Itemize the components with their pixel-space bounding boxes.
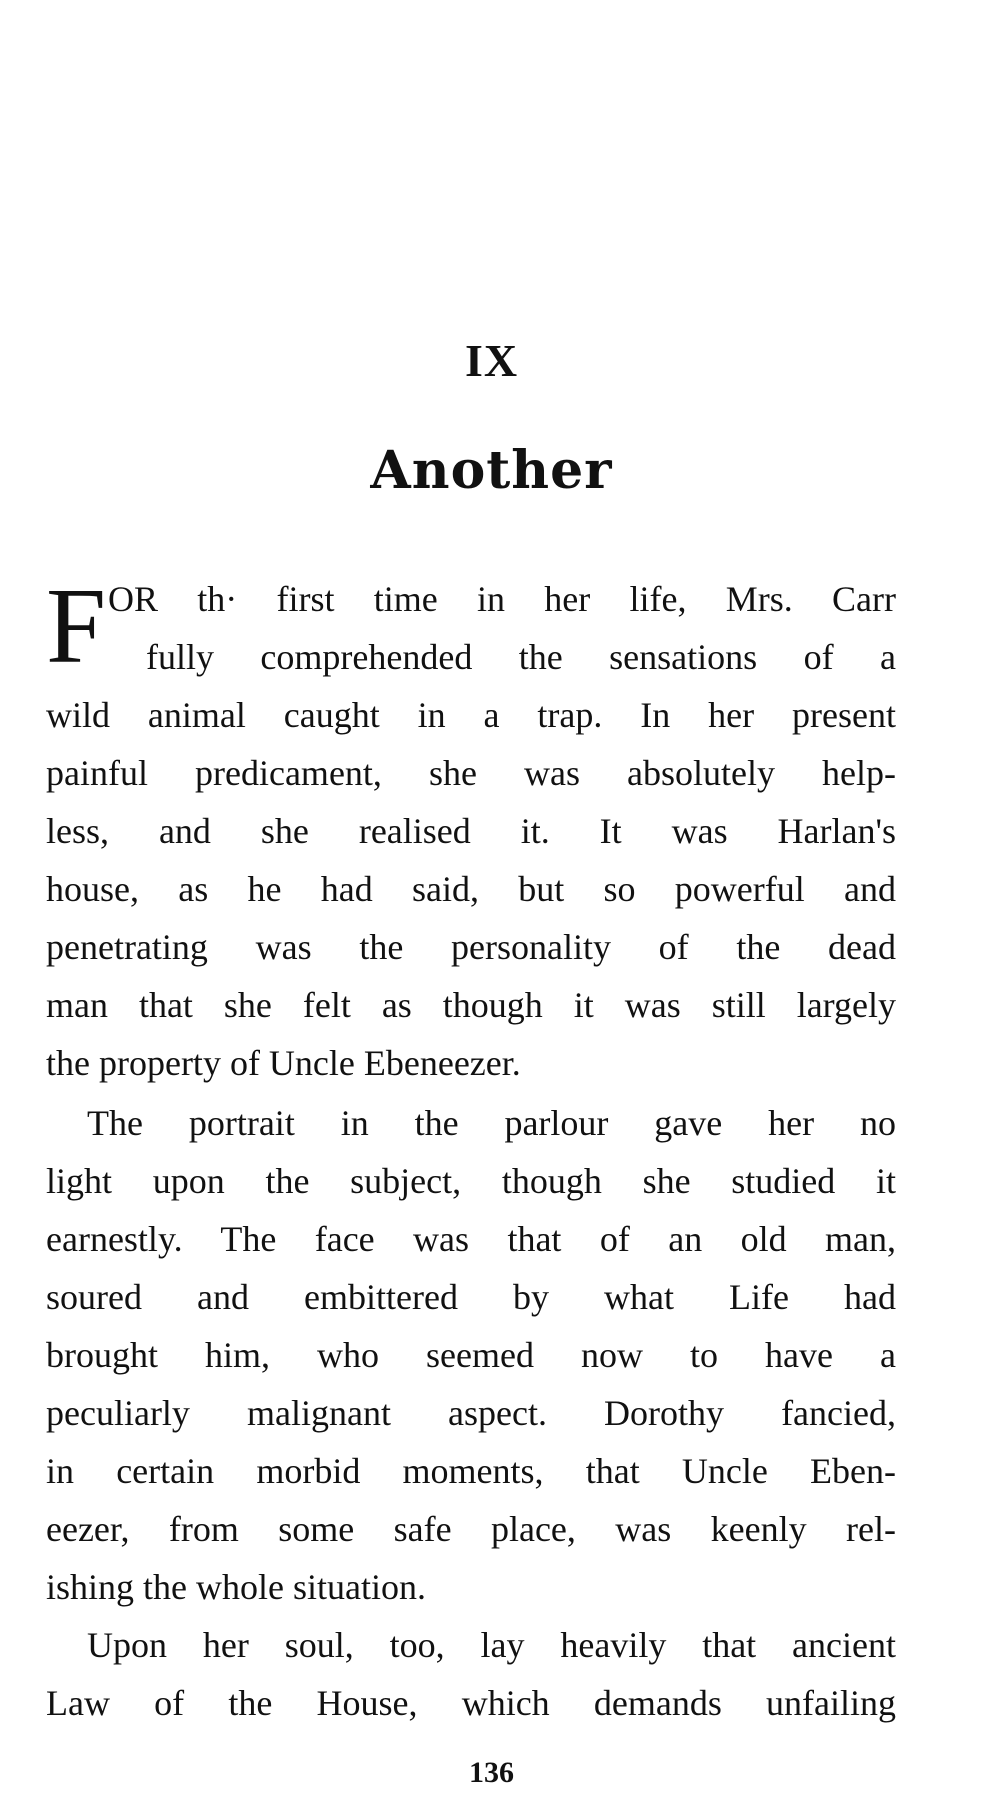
page-number: 136 xyxy=(469,1756,514,1789)
text-line: in certain morbid moments, that Uncle Eben- xyxy=(46,1451,896,1491)
text-line: ishing the whole situation. xyxy=(46,1567,426,1607)
text-line: man that she felt as though it was still largely xyxy=(46,985,896,1025)
text-line: painful predicament, she was absolutely help- xyxy=(46,753,896,793)
drop-cap: F xyxy=(46,567,107,686)
text-line: house, as he had said, but so powerful and xyxy=(46,869,896,909)
text-line: light upon the subject, though she studied it xyxy=(46,1161,896,1201)
chapter-title: Another xyxy=(370,440,613,501)
text-line: soured and embittered by what Life had xyxy=(46,1277,896,1317)
text-line: wild animal caught in a trap. In her present xyxy=(46,695,896,735)
text-line: Law of the House, which demands unfailing xyxy=(46,1683,896,1723)
paragraph-2 xyxy=(46,1094,896,1616)
paragraph-3 xyxy=(46,1616,896,1732)
chapter-number: IX xyxy=(464,335,519,386)
text-line: eezer, from some safe place, was keenly rel- xyxy=(46,1509,896,1549)
text-line: Upon her soul, too, lay heavily that ancient xyxy=(87,1625,896,1665)
paragraph-1 xyxy=(46,567,896,1092)
text-line: fully comprehended the sensations of a xyxy=(146,637,896,677)
text-line: penetrating was the personality of the dead xyxy=(46,927,896,967)
text-line: the property of Uncle Ebeneezer. xyxy=(46,1043,521,1083)
text-line: OR th· first time in her life, Mrs. Carr xyxy=(108,579,896,619)
text-line: brought him, who seemed now to have a xyxy=(46,1335,896,1375)
text-line: earnestly. The face was that of an old man, xyxy=(46,1219,896,1259)
text-line: The portrait in the parlour gave her no xyxy=(87,1103,896,1143)
text-line: less, and she realised it. It was Harlan's xyxy=(46,811,896,851)
text-line: peculiarly malignant aspect. Dorothy fancied, xyxy=(46,1393,896,1433)
